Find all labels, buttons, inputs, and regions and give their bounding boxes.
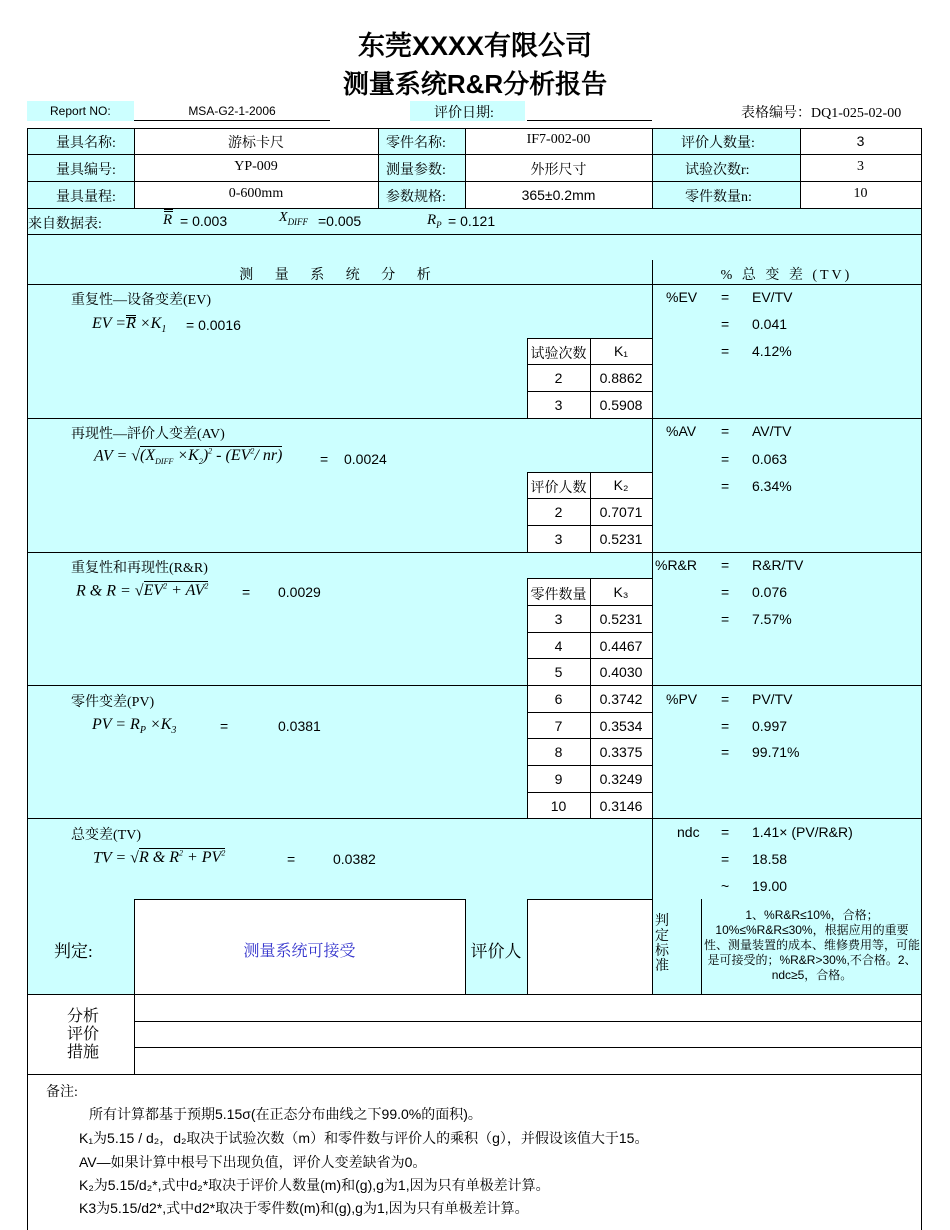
pv-eq-3: =	[721, 744, 730, 760]
ndc-eq-1: =	[721, 824, 730, 840]
rule	[652, 685, 921, 686]
k3-row-k: 0.3742	[599, 691, 643, 707]
pv-pct-label: %PV	[666, 691, 698, 707]
notes-line-4: K₂为5.15/d₂*,式中d₂*取决于评价人数量(m)和(g),g为1,因为只有单极差计算。	[79, 1177, 550, 1193]
pv-ratio-value: 0.997	[752, 718, 788, 734]
k3-row-n: 10	[550, 798, 567, 814]
rr-eq-2: =	[721, 584, 730, 600]
criteria-text: 1、%R&R≤10%，合格；10%≤%R&R≤30%，根据应用的重要性、测量装置的成本、维修费用等，可能是可接受的；%R&R>30%,不合格。2、 ndc≥5，合格。	[704, 908, 921, 982]
av-formula: AV = $√(X_{DIFF} \times K_2)^2 - (EV^2/$ nr)	[94, 447, 283, 467]
part-name-label: 零件名称:	[386, 136, 446, 151]
rule	[527, 765, 652, 766]
appraiser-count-label: 评价人数量:	[681, 136, 755, 151]
rr-result: 0.0029	[278, 584, 321, 600]
k3-row-k: 0.4467	[599, 638, 643, 654]
notes-line-3: AV—如果计算中根号下出现负值，评价人变差缺省为0。	[79, 1154, 427, 1170]
rr-result-eq: =	[242, 584, 251, 600]
rule	[527, 712, 652, 713]
rule	[27, 128, 28, 1230]
ndc-rounded: 19.00	[752, 878, 788, 894]
rule	[527, 391, 652, 392]
k3-row-k: 0.3249	[599, 771, 643, 787]
form-number: 表格编号：DQ1-025-02-00	[741, 106, 902, 121]
rule	[527, 364, 652, 365]
k3-row-n: 5	[554, 664, 563, 680]
spec-label: 参数规格:	[386, 190, 446, 205]
pv-title: 零件变差(PV)	[71, 695, 155, 710]
rbar-value: = 0.003	[180, 213, 228, 229]
av-title: 再现性—評价人变差(AV)	[71, 427, 225, 442]
tv-result: 0.0382	[333, 851, 376, 867]
rule	[527, 632, 652, 633]
appraiser-label: 评价人	[470, 942, 522, 961]
measures-label-2: 评价	[66, 1026, 99, 1043]
notes-line-5: K3为5.15/d2*,式中d2*取决于零件数(m)和(g),g为1,因为只有单极差计算。	[79, 1200, 529, 1216]
rule	[921, 128, 922, 1230]
rr-ratio-value: 0.076	[752, 584, 788, 600]
rule	[652, 899, 653, 994]
rule	[27, 818, 921, 819]
rr-title: 重复性和再现性(R&R)	[71, 561, 208, 576]
report-no-value[interactable]: MSA-G2-1-2006	[188, 104, 276, 118]
k2-row-k: 0.5231	[599, 531, 643, 547]
company-title: 东莞XXXX有限公司	[357, 31, 593, 61]
rr-ratio: R&R/TV	[752, 557, 804, 573]
k1-row-n: 3	[554, 397, 563, 413]
rule	[27, 208, 921, 209]
rule	[527, 605, 652, 606]
k3-row-k: 0.5231	[599, 611, 643, 627]
gauge-range-label: 量具量程:	[56, 190, 116, 205]
av-ratio-value: 0.063	[752, 451, 788, 467]
judgement-result[interactable]: 测量系统可接受	[243, 943, 356, 960]
measures-label-3: 措施	[66, 1044, 99, 1061]
ev-formula: EV =R $\times K_1$	[92, 315, 167, 336]
ev-pct-label: %EV	[666, 289, 698, 305]
ndc-eq-2: =	[721, 851, 730, 867]
k2-row-n: 3	[554, 531, 563, 547]
ev-eq-1: =	[721, 289, 730, 305]
rule	[27, 552, 921, 553]
xdiff-symbol: $X_{DIFF}$	[279, 210, 309, 227]
ndc-formula: 1.41× (PV/R&R)	[752, 824, 853, 840]
ev-eq-3: =	[721, 343, 730, 359]
measures-line-3[interactable]	[135, 1048, 920, 1073]
trials-value[interactable]: 3	[857, 159, 864, 174]
ev-eq-2: =	[721, 316, 730, 332]
k3-row-n: 3	[554, 611, 563, 627]
rule	[27, 685, 527, 686]
rr-eq-1: =	[721, 557, 730, 573]
param-value[interactable]: 外形尺寸	[530, 163, 587, 178]
ev-percent: 4.12%	[752, 343, 792, 359]
notes-line-2: K₁为5.15 / d₂，d₂取决于试验次数（m）和零件数与评价人的乘积（g），并假设该值大于15。	[79, 1130, 649, 1146]
k3-row-k: 0.3375	[599, 744, 643, 760]
analysis-left-heading: 测 量 系 统 分 析	[239, 268, 440, 283]
k3-row-n: 7	[554, 718, 563, 734]
rule	[27, 284, 921, 285]
rp-value: = 0.121	[448, 213, 496, 229]
rule	[527, 498, 652, 499]
rule	[527, 578, 652, 579]
pv-eq-1: =	[721, 691, 730, 707]
parts-value[interactable]: 10	[853, 186, 868, 201]
rule	[27, 418, 921, 419]
pv-result-eq: =	[220, 718, 229, 734]
pv-ratio: PV/TV	[752, 691, 793, 707]
ev-ratio-value: 0.041	[752, 316, 788, 332]
rule	[527, 472, 652, 473]
gauge-range-value[interactable]: 0-600mm	[228, 186, 284, 201]
trials-label: 试验次数r:	[685, 163, 750, 178]
rule	[27, 128, 921, 129]
report-no-underline	[134, 120, 330, 121]
av-result: 0.0024	[344, 451, 387, 467]
rule	[27, 1074, 921, 1075]
rr-pct-label: %R&R	[655, 557, 698, 573]
rule	[527, 899, 528, 994]
gauge-name-value[interactable]: 游标卡尺	[228, 136, 284, 151]
rr-eq-3: =	[721, 611, 730, 627]
rp-symbol: $R_P$	[427, 212, 442, 230]
rule	[527, 738, 652, 739]
k3-row-k: 0.3146	[599, 798, 643, 814]
measures-line-2[interactable]	[135, 1022, 920, 1046]
appraiser-count-value[interactable]: 3	[856, 133, 865, 149]
k2-head-appraisers: 评价人数	[530, 481, 587, 496]
ndc-value: 18.58	[752, 851, 788, 867]
ev-ratio: EV/TV	[752, 289, 793, 305]
av-eq-1: =	[721, 423, 730, 439]
pv-percent: 99.71%	[752, 744, 800, 760]
measures-line-1[interactable]	[135, 995, 920, 1020]
rule	[27, 154, 921, 155]
rule	[527, 792, 652, 793]
ev-result: = 0.0016	[186, 317, 241, 333]
rule	[527, 525, 652, 526]
analysis-right-heading: % 总 变 差 (TV)	[720, 268, 853, 283]
spec-value[interactable]: 365±0.2mm	[521, 187, 596, 203]
rbar-symbol: R	[163, 212, 172, 229]
ndc-approx: ~	[721, 878, 730, 894]
rr-percent: 7.57%	[752, 611, 792, 627]
xdiff-value: =0.005	[318, 213, 362, 229]
av-eq-2: =	[721, 451, 730, 467]
rule	[27, 234, 921, 235]
judgement-label: 判定:	[54, 942, 93, 961]
rule	[701, 899, 702, 994]
rule	[378, 128, 379, 208]
gauge-no-label: 量具编号:	[56, 163, 116, 178]
criteria-label: 判定标准	[655, 914, 669, 974]
k3-row-k: 0.4030	[599, 664, 643, 680]
av-percent: 6.34%	[752, 478, 792, 494]
rule	[652, 128, 653, 208]
pv-result: 0.0381	[278, 718, 321, 734]
k3-row-n: 4	[554, 638, 563, 654]
k3-row-n: 6	[554, 691, 563, 707]
gauge-no-value[interactable]: YP-009	[234, 159, 278, 174]
pv-eq-2: =	[721, 718, 730, 734]
rule	[27, 181, 921, 182]
k2-head-k: K₂	[613, 477, 629, 493]
av-result-eq: =	[320, 451, 329, 467]
param-label: 测量参数:	[386, 163, 446, 178]
tv-title: 总变差(TV)	[71, 828, 141, 843]
k2-row-n: 2	[554, 504, 563, 520]
report-title: 测量系统R&R分析报告	[342, 69, 608, 99]
av-ratio: AV/TV	[752, 423, 792, 439]
part-name-value[interactable]: IF7-002-00	[526, 132, 591, 147]
k3-head-parts: 零件数量	[530, 588, 587, 603]
eval-date-label: 评价日期:	[434, 106, 494, 121]
parts-label: 零件数量n:	[685, 190, 752, 205]
k1-head-k: K₁	[613, 343, 629, 359]
notes-title: 备注:	[46, 1085, 78, 1100]
k1-row-k: 0.5908	[599, 397, 643, 413]
k2-row-k: 0.7071	[599, 504, 643, 520]
pv-formula: PV = $R_P \times K_3$	[92, 716, 177, 737]
gauge-name-label: 量具名称:	[56, 136, 116, 151]
av-eq-3: =	[721, 478, 730, 494]
notes-line-1: 所有计算都基于预期5.15σ(在正态分布曲线之下99.0%的面积)。	[89, 1106, 482, 1122]
k1-row-n: 2	[554, 370, 563, 386]
k1-row-k: 0.8862	[599, 370, 643, 386]
k3-row-k: 0.3534	[599, 718, 643, 734]
ev-title: 重复性—设备变差(EV)	[71, 293, 211, 308]
report-no-label: Report NO:	[50, 104, 111, 118]
k3-row-n: 9	[554, 771, 563, 787]
rule	[527, 338, 652, 339]
k3-head-k: K₃	[613, 584, 629, 600]
tv-result-eq: =	[287, 851, 296, 867]
measures-label-1: 分析	[66, 1008, 99, 1025]
ndc-label: ndc	[677, 824, 700, 840]
rule	[527, 658, 652, 659]
rr-formula: R & $R = √EV^2 + AV^2$	[76, 582, 209, 600]
tv-formula: TV = √R & $R^2 + PV^2$	[93, 849, 226, 867]
datasheet-label: 来自数据表:	[28, 217, 102, 232]
av-pct-label: %AV	[666, 423, 697, 439]
rule	[527, 685, 652, 686]
eval-date-underline	[527, 120, 652, 121]
k1-head-trials: 试验次数	[530, 347, 587, 362]
k3-row-n: 8	[554, 744, 563, 760]
rule	[652, 260, 653, 899]
